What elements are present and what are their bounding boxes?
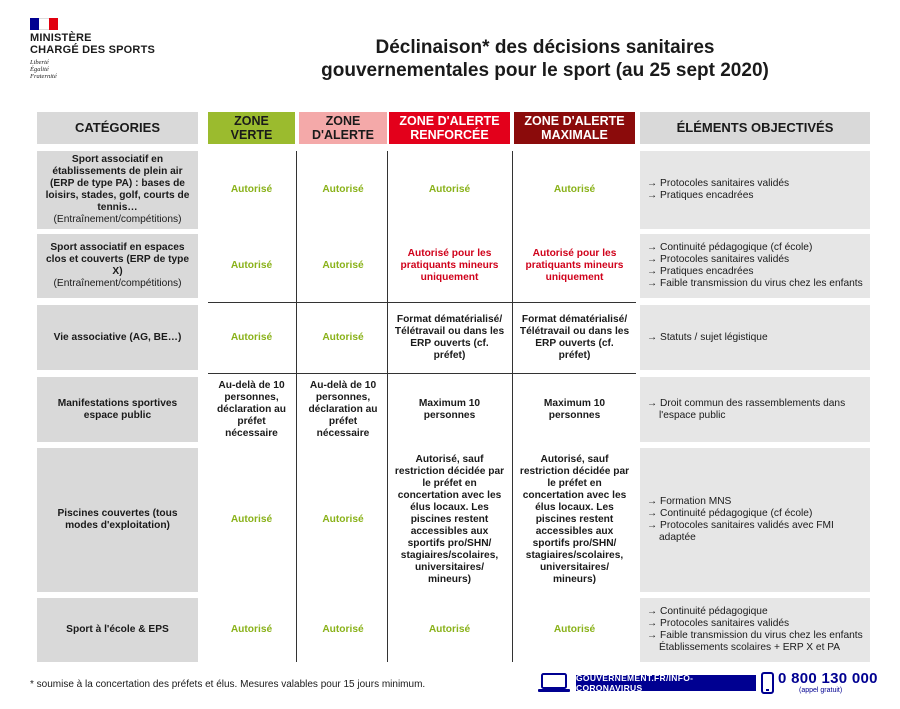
header-zone-verte: ZONE VERTE [208, 112, 295, 144]
elements-row-2: → Continuité pédagogique (cf école) → Protocoles sanitaires validés → Pratiques encadrées → Faible transmission du virus chez les enfants [640, 234, 870, 298]
hotline-note: (appel gratuit) [799, 687, 843, 694]
cell-verte-row-2: Autorisé [230, 260, 273, 271]
elements-row-3: → Statuts / sujet légistique [640, 305, 870, 370]
cell-verte-row-5: Autorisé [230, 514, 273, 525]
cell-renforcee-row-5: Autorisé, sauf restriction décidée par le préfet en concertation avec les élus locaux. Les piscines restent accessibles aux sportifs pro/SHN/ stagiaires/scolaires, universitaires/ mineurs) [394, 454, 505, 585]
category-row-6: Sport à l'école & EPS [37, 598, 198, 662]
cell-renforcee-row-6: Autorisé [428, 624, 471, 635]
category-row-2: Sport associatif en espaces clos et couverts (ERP de type X) (Entraînement/compétitions) [37, 234, 198, 298]
header-zone-maximale: ZONE D'ALERTE MAXIMALE [514, 112, 635, 144]
cell-maximale-row-5: Autorisé, sauf restriction décidée par le préfet en concertation avec les élus locaux. Les piscines restent accessibles aux sportifs pro/SHN/ stagiaires/scolaires, universitaires/ mineurs) [519, 454, 630, 585]
hotline-number[interactable]: 0 800 130 000 [778, 670, 878, 687]
ministry-name-line1: MINISTÈRE [30, 32, 92, 44]
row-divider [208, 373, 636, 374]
category-row-4: Manifestations sportives espace public [37, 377, 198, 442]
cell-alerte-row-5: Autorisé [322, 514, 364, 525]
cell-alerte-row-3: Autorisé [322, 331, 364, 343]
cell-alerte-row-1: Autorisé [322, 184, 364, 195]
column-divider [387, 151, 388, 662]
gov-coronavirus-link[interactable]: GOUVERNEMENT.FR/INFO-CORONAVIRUS [576, 675, 756, 691]
cell-maximale-row-1: Autorisé [553, 184, 596, 195]
cell-renforcee-row-4: Maximum 10 personnes [418, 397, 481, 421]
footnote: * soumise à la concertation des préfets et élus. Mesures valables pour 15 jours minimum. [30, 679, 426, 690]
ministry-logo [30, 18, 170, 80]
cell-renforcee-row-3: Format dématérialisé/ Télétravail ou dans les ERP ouverts (cf. préfet) [394, 313, 505, 361]
laptop-icon [537, 673, 571, 693]
column-divider [296, 151, 297, 662]
cell-verte-row-1: Autorisé [230, 184, 273, 195]
category-row-5: Piscines couvertes (tous modes d'exploitation) [37, 448, 198, 592]
cell-maximale-row-2: Autorisé pour les pratiquants mineurs uniquement [525, 248, 624, 283]
column-divider [512, 151, 513, 662]
cell-renforcee-row-1: Autorisé [428, 184, 471, 195]
cell-maximale-row-3: Format dématérialisé/ Télétravail ou dans les ERP ouverts (cf. préfet) [519, 313, 630, 361]
ministry-name-line2: CHARGÉ DES SPORTS [30, 44, 156, 56]
header-zone-alerte: ZONE D'ALERTE [299, 112, 387, 144]
header-categories: CATÉGORIES [37, 112, 198, 144]
elements-row-4: → Droit commun des rassemblements dans l'espace public [640, 377, 870, 442]
cell-verte-row-3: Autorisé [230, 331, 273, 343]
header-zone-renforcee: ZONE D'ALERTE RENFORCÉE [389, 112, 510, 144]
cell-alerte-row-2: Autorisé [322, 260, 364, 271]
category-row-3: Vie associative (AG, BE…) [37, 305, 198, 370]
elements-row-6: → Continuité pédagogique → Protocoles sanitaires validés → Faible transmission du virus chez les enfants Établissements scolaires + ERP X et PA [640, 598, 870, 662]
cell-verte-row-4: Au-delà de 10 personnes, déclaration au préfet nécessaire [216, 379, 287, 439]
header-elements: ÉLÉMENTS OBJECTIVÉS [640, 112, 870, 144]
category-row-1: Sport associatif en établissements de plein air (ERP de type PA) : bases de loisirs, stades, golf, courts de tennis… (Entraînement/compétitions) [37, 151, 198, 229]
phone-icon [761, 672, 774, 694]
cell-renforcee-row-2: Autorisé pour les pratiquants mineurs uniquement [400, 248, 499, 283]
page-title: Déclinaison* des décisions sanitaires gouvernementales pour le sport (au 25 sept 2020) [321, 37, 769, 81]
row-divider [208, 302, 636, 303]
cell-maximale-row-4: Maximum 10 personnes [543, 397, 606, 421]
elements-row-5: → Formation MNS → Continuité pédagogique (cf école) → Protocoles sanitaires validés avec FMI adaptée [640, 448, 870, 592]
cell-alerte-row-6: Autorisé [322, 624, 364, 635]
cell-maximale-row-6: Autorisé [553, 624, 596, 635]
motto: Liberté Égalité Fraternité [30, 59, 57, 80]
cell-alerte-row-4: Au-delà de 10 personnes, déclaration au préfet nécessaire [308, 379, 378, 439]
french-flag-icon [30, 18, 58, 30]
elements-row-1: → Protocoles sanitaires validés → Pratiques encadrées [640, 151, 870, 229]
cell-verte-row-6: Autorisé [230, 624, 273, 635]
